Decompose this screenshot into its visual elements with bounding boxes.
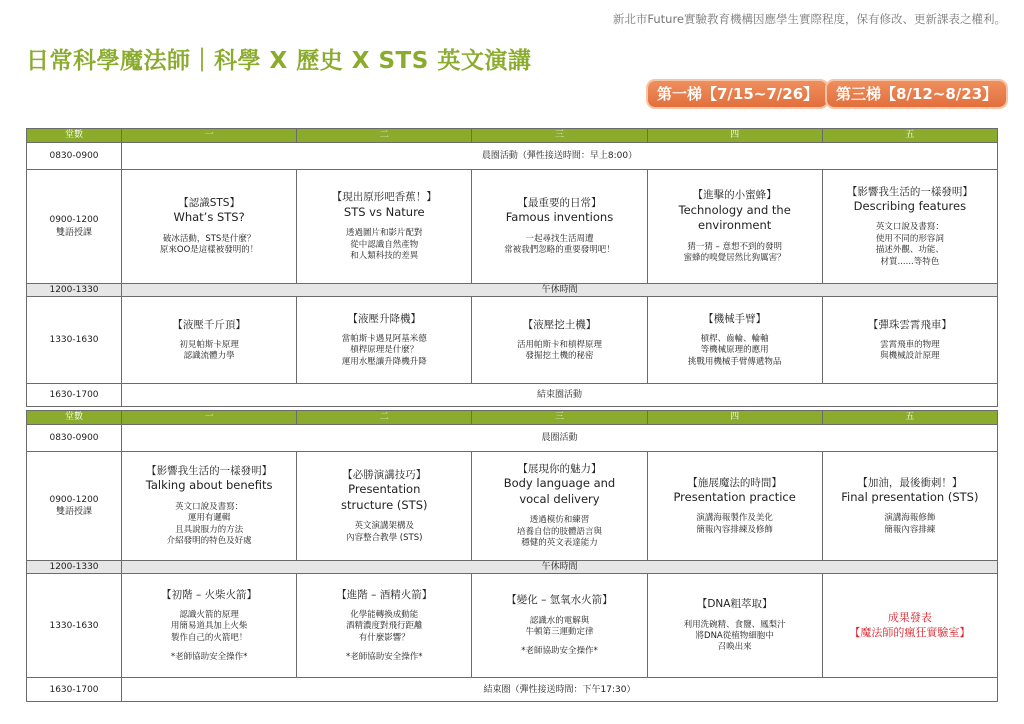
lesson-cell: 【最重要的日常】 Famous inventions 一起尋找生活周遭 常被我們忽略的重要發明吧！ xyxy=(472,170,647,284)
lesson-cell: 【進階 – 酒精火箭】 化學能轉換成動能 酒精濃度對飛行距離 有什麼影響？ *老師協助安全操作* xyxy=(297,574,472,678)
end-activity: 結束圈活動 xyxy=(122,384,998,407)
lesson-cell: 【液壓挖土機】 活用帕斯卡和槓桿原理 發掘挖土機的秘密 xyxy=(472,297,647,384)
header-day-4: 四 xyxy=(647,411,822,425)
lesson-cell: 【必勝演講技巧】 Presentation structure (STS) 英文演講架構及 內容整合教學 (STS) xyxy=(297,452,472,561)
header-row xyxy=(27,411,998,425)
lesson-cell: 【認識STS】 What’s STS? 破冰活動，STS是什麼？ 原來OO是這樣被發明的！ xyxy=(122,170,297,284)
morning-activity: 晨圈活動 xyxy=(122,425,998,452)
end-row xyxy=(27,678,998,702)
lesson-cell: 【DNA粗萃取】 利用洗碗精、食鹽、鳳梨汁 將DNA從植物細胞中 召喚出來 xyxy=(647,574,822,678)
rights-notice: 新北市Future實驗教育機構因應學生實際程度，保有修改、更新課表之權利。 xyxy=(612,12,1006,26)
header-day-2: 二 xyxy=(297,411,472,425)
header-day-3: 三 xyxy=(472,129,647,143)
time-cell: 1330-1630 xyxy=(27,574,122,678)
header-day-2: 二 xyxy=(297,129,472,143)
lesson-cell: 【現出原形吧香蕉！】 STS vs Nature 透過圖片和影片配對 從中認識自然產物 和人類科技的差異 xyxy=(297,170,472,284)
time-cell: 1630-1700 xyxy=(27,384,122,407)
time-cell: 1330-1630 xyxy=(27,297,122,384)
am-row xyxy=(27,170,998,284)
lesson-cell: 【彈珠雲霄飛車】 雲霄飛車的物理 與機械設計原理 xyxy=(822,297,997,384)
lesson-cell-highlight: 成果發表 【魔法師的瘋狂實驗室】 xyxy=(822,574,997,678)
session-badge-3: 第三梯【8/12~8/23】 xyxy=(827,81,1006,107)
time-cell: 0900-1200 雙語授課 xyxy=(27,170,122,284)
header-day-5: 五 xyxy=(822,129,997,143)
time-cell: 0830-0900 xyxy=(27,143,122,170)
time-cell: 0900-1200 雙語授課 xyxy=(27,452,122,561)
lesson-cell: 【施展魔法的時間】 Presentation practice 演講海報製作及美化 簡報內容排練及修飾 xyxy=(647,452,822,561)
lesson-cell: 【進擊的小蜜蜂】 Technology and the environment 猜一猜 – 意想不到的發明 蜜蜂的嗅覺居然比狗厲害？ xyxy=(647,170,822,284)
pm-row xyxy=(27,574,998,678)
lesson-cell: 【液壓升降機】 當帕斯卡遇見阿基米德 槓桿原理是什麼？ 運用水壓讓升降機升降 xyxy=(297,297,472,384)
header-period: 堂數 xyxy=(27,129,122,143)
header-day-4: 四 xyxy=(647,129,822,143)
lunch-break: 午休時間 xyxy=(122,561,998,574)
morning-row xyxy=(27,143,998,170)
schedule-week-2 xyxy=(26,410,998,702)
session-badge-1: 第一梯【7/15~7/26】 xyxy=(648,81,827,107)
lesson-cell: 【展現你的魅力】 Body language and vocal delivery 透過模仿和練習 培養自信的肢體語言與 穩健的英文表達能力 xyxy=(472,452,647,561)
lesson-cell: 【機械手臂】 槓桿、齒輪、輪軸 等機械原理的應用 挑戰用機械手臂傳遞物品 xyxy=(647,297,822,384)
schedule-week-1 xyxy=(26,128,998,407)
lesson-cell: 【液壓千斤頂】 初見帕斯卡原理 認識流體力學 xyxy=(122,297,297,384)
page-title: 日常科學魔法師｜科學 X 歷史 X STS 英文演講 xyxy=(26,48,532,74)
header-day-1: 一 xyxy=(122,411,297,425)
header-row xyxy=(27,129,998,143)
morning-activity: 晨圈活動（彈性接送時間：早上8:00） xyxy=(122,143,998,170)
end-row xyxy=(27,384,998,407)
pm-row xyxy=(27,297,998,384)
lunch-break: 午休時間 xyxy=(122,284,998,297)
header-period: 堂數 xyxy=(27,411,122,425)
lesson-cell: 【影響我生活的一樣發明】 Talking about benefits 英文口說及書寫： 運用有邏輯 且具說服力的方法 介紹發明的特色及好處 xyxy=(122,452,297,561)
header-day-5: 五 xyxy=(822,411,997,425)
header-day-1: 一 xyxy=(122,129,297,143)
end-activity: 結束圈（彈性接送時間：下午17:30） xyxy=(122,678,998,702)
time-cell: 1200-1330 xyxy=(27,284,122,297)
time-cell: 1200-1330 xyxy=(27,561,122,574)
lesson-cell: 【初階 – 火柴火箭】 認識火箭的原理 用簡易道具加上火柴 製作自己的火箭吧！ *老師協助安全操作* xyxy=(122,574,297,678)
header-day-3: 三 xyxy=(472,411,647,425)
lesson-cell: 【加油，最後衝刺！】 Final presentation (STS) 演講海報修飾 簡報內容排練 xyxy=(822,452,997,561)
time-cell: 0830-0900 xyxy=(27,425,122,452)
lesson-cell: 【影響我生活的一樣發明】 Describing features 英文口說及書寫： 使用不同的形容詞 描述外觀、功能、 材質......等特色 xyxy=(822,170,997,284)
morning-row xyxy=(27,425,998,452)
lesson-cell: 【變化 – 氫氧水火箭】 認識水的電解與 牛頓第三運動定律 *老師協助安全操作* xyxy=(472,574,647,678)
am-row xyxy=(27,452,998,561)
lunch-row xyxy=(27,561,998,574)
time-cell: 1630-1700 xyxy=(27,678,122,702)
lunch-row xyxy=(27,284,998,297)
